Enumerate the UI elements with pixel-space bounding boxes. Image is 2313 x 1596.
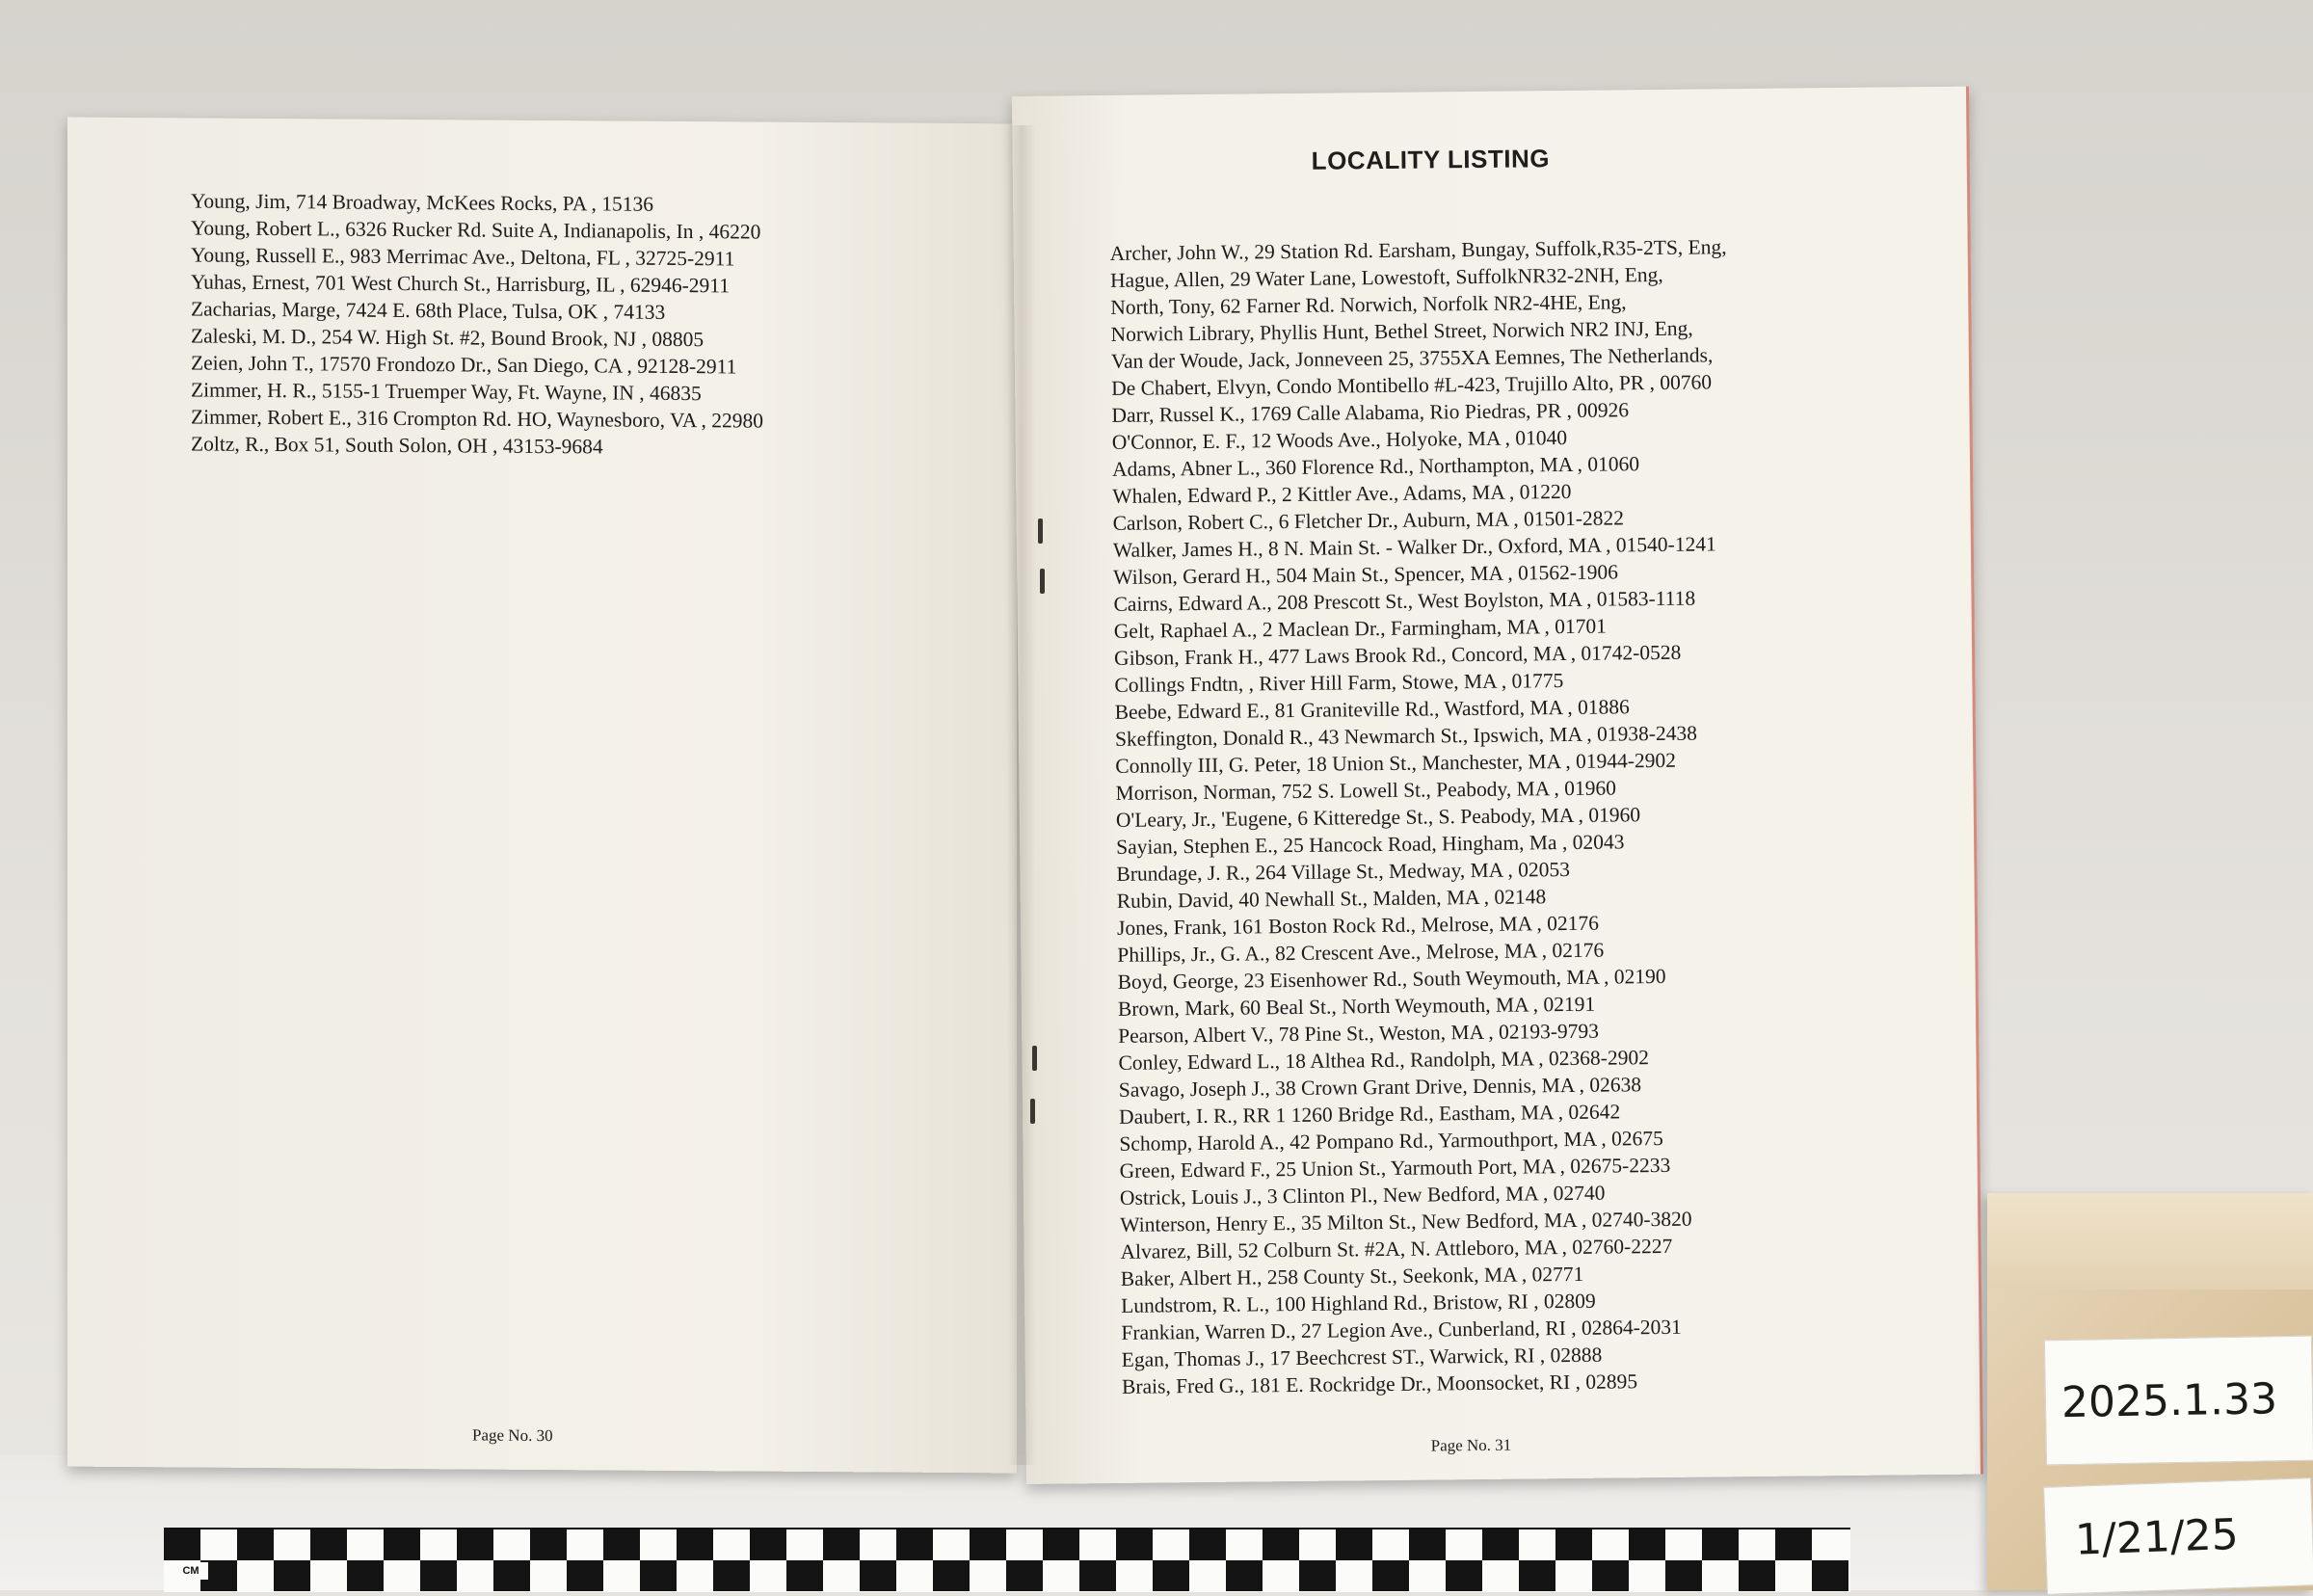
left-entry: Zacharias, Marge, 7424 E. 68th Place, Tulsa, OK , 74133 xyxy=(191,297,666,324)
scale-bar-square xyxy=(1739,1560,1775,1591)
scale-bar-square xyxy=(1409,1530,1446,1560)
right-entry: Pearson, Albert V., 78 Pine St., Weston, MA , 02193-9793 xyxy=(1118,1019,1600,1048)
right-entry: Daubert, I. R., RR 1 1260 Bridge Rd., Eastham, MA , 02642 xyxy=(1118,1100,1621,1129)
right-page-listing xyxy=(1110,233,1739,1400)
right-entry: Baker, Albert H., 258 County St., Seekonk, MA , 02771 xyxy=(1120,1262,1584,1290)
right-entry: Hague, Allen, 29 Water Lane, Lowestoft, SuffolkNR32-2NH, Eng, xyxy=(1109,262,1663,292)
right-entry: Collings Fndtn, , River Hill Farm, Stowe, MA , 01775 xyxy=(1114,669,1564,697)
scale-bar-square xyxy=(603,1560,640,1591)
scale-bar-square xyxy=(970,1560,1006,1591)
right-entry: Cairns, Edward A., 208 Prescott St., West Boylston, MA , 01583-1118 xyxy=(1113,586,1696,616)
right-entry: Skeffington, Donald R., 43 Newmarch St., Ipswich, MA , 01938-2438 xyxy=(1114,721,1698,751)
right-page xyxy=(1012,87,1983,1484)
scale-bar-square xyxy=(1079,1530,1116,1560)
scale-bar-square xyxy=(347,1530,384,1560)
scale-bar-square xyxy=(310,1560,347,1591)
staple-bottom-1 xyxy=(1032,1046,1037,1071)
date-label: 1/21/25 xyxy=(2043,1477,2313,1595)
right-entry: Conley, Edward L., 18 Althea Rd., Randolph, MA , 02368-2902 xyxy=(1118,1046,1650,1075)
scale-bar-square xyxy=(677,1560,713,1591)
left-entry: Zoltz, R., Box 51, South Solon, OH , 43153-9684 xyxy=(191,432,603,459)
right-entry: Frankian, Warren D., 27 Legion Ave., Cunberland, RI , 02864-2031 xyxy=(1121,1315,1682,1344)
scale-bar-square xyxy=(1446,1530,1482,1560)
right-entry: Egan, Thomas J., 17 Beechcrest ST., Warwick, RI , 02888 xyxy=(1121,1343,1603,1371)
scale-bar-square xyxy=(896,1560,933,1591)
scale-bar-square xyxy=(384,1530,420,1560)
scale-bar-square xyxy=(1592,1560,1629,1591)
staple-top-2 xyxy=(1040,569,1045,594)
scale-bar-square xyxy=(1153,1560,1189,1591)
scale-bar-row-top xyxy=(164,1530,1848,1560)
scale-bar-square xyxy=(1555,1560,1592,1591)
scale-bar-square xyxy=(1702,1560,1739,1591)
left-entry: Zimmer, Robert E., 316 Crompton Rd. HO, Waynesboro, VA , 22980 xyxy=(191,405,764,433)
scale-bar-square xyxy=(1665,1560,1702,1591)
right-entry: De Chabert, Elvyn, Condo Montibello #L-423, Trujillo Alto, PR , 00760 xyxy=(1111,370,1713,400)
scale-bar-square xyxy=(1629,1560,1665,1591)
scale-bar-square xyxy=(1775,1560,1812,1591)
scale-bar-square xyxy=(1299,1560,1336,1591)
scale-bar-square xyxy=(1409,1560,1446,1591)
right-entry: Van der Woude, Jack, Jonneveen 25, 3755XA Eemnes, The Netherlands, xyxy=(1110,343,1714,373)
scale-bar-square xyxy=(237,1560,274,1591)
right-page-number: Page No. 31 xyxy=(1430,1435,1512,1455)
right-entry: Winterson, Henry E., 35 Milton St., New Bedford, MA , 02740-3820 xyxy=(1120,1207,1692,1237)
scale-bar-square xyxy=(1263,1560,1299,1591)
right-entry: Savago, Joseph J., 38 Crown Grant Drive, Dennis, MA , 02638 xyxy=(1118,1073,1642,1102)
binding-gutter xyxy=(1007,125,1036,1465)
scale-bar-square xyxy=(1043,1560,1079,1591)
scale-bar-square xyxy=(896,1530,933,1560)
scale-bar-square xyxy=(750,1560,786,1591)
scale-bar-square xyxy=(1116,1530,1153,1560)
scale-bar-square xyxy=(1263,1530,1299,1560)
scale-bar-square xyxy=(970,1530,1006,1560)
scale-bar-square xyxy=(1812,1530,1848,1560)
scale-bar-square xyxy=(567,1560,603,1591)
left-entry: Young, Robert L., 6326 Rucker Rd. Suite A, Indianapolis, In , 46220 xyxy=(191,216,761,244)
right-entry: Alvarez, Bill, 52 Colburn St. #2A, N. Attleboro, MA , 02760-2227 xyxy=(1120,1234,1673,1264)
right-entry: Beebe, Edward E., 81 Graniteville Rd., Wastford, MA , 01886 xyxy=(1114,695,1630,724)
scale-bar-square xyxy=(713,1530,750,1560)
left-entry: Young, Russell E., 983 Merrimac Ave., Deltona, FL , 32725-2911 xyxy=(191,243,735,271)
scale-bar-square xyxy=(1665,1530,1702,1560)
scale-bar-square xyxy=(1226,1560,1263,1591)
scale-bar-square xyxy=(640,1530,677,1560)
page-heading: LOCALITY LISTING xyxy=(1311,144,1551,175)
right-entry: Gibson, Frank H., 477 Laws Brook Rd., Concord, MA , 01742-0528 xyxy=(1113,640,1682,670)
right-entry: North, Tony, 62 Farner Rd. Norwich, Norfolk NR2-4HE, Eng, xyxy=(1110,290,1627,319)
open-booklet xyxy=(58,87,1966,1494)
scale-bar-square xyxy=(860,1560,896,1591)
scale-bar-square xyxy=(1299,1530,1336,1560)
scale-bar-square xyxy=(457,1530,493,1560)
scale-bar-square xyxy=(677,1530,713,1560)
scale-bar-square xyxy=(420,1530,457,1560)
scale-bar-square xyxy=(1006,1530,1043,1560)
right-entry: Jones, Frank, 161 Boston Rock Rd., Melrose, MA , 02176 xyxy=(1116,911,1600,940)
scale-bar-row-bottom xyxy=(164,1560,1848,1591)
scale-bar-square xyxy=(274,1560,310,1591)
staple-top-1 xyxy=(1038,519,1043,544)
right-entry: O'Connor, E. F., 12 Woods Ave., Holyoke, MA , 01040 xyxy=(1111,425,1568,454)
right-entry: Gelt, Raphael A., 2 Maclean Dr., Farmingham, MA , 01701 xyxy=(1113,614,1608,643)
scale-bar-square xyxy=(1775,1530,1812,1560)
scale-bar-square xyxy=(457,1560,493,1591)
scale-bar-square xyxy=(750,1530,786,1560)
right-entry: Carlson, Robert C., 6 Fletcher Dr., Auburn, MA , 01501-2822 xyxy=(1112,506,1625,535)
scale-bar-square xyxy=(1116,1560,1153,1591)
right-entry: Schomp, Harold A., 42 Pompano Rd., Yarmouthport, MA , 02675 xyxy=(1119,1126,1663,1156)
scale-bar-square xyxy=(786,1560,823,1591)
scale-bar xyxy=(164,1528,1850,1592)
left-entry: Yuhas, Ernest, 701 West Church St., Harrisburg, IL , 62946-2911 xyxy=(191,270,730,298)
right-entry: Brundage, J. R., 264 Village St., Medway, MA , 02053 xyxy=(1116,857,1571,886)
scale-bar-square xyxy=(1153,1530,1189,1560)
right-entry: Wilson, Gerard H., 504 Main St., Spencer, MA , 01562-1906 xyxy=(1113,560,1619,589)
left-entry: Zeien, John T., 17570 Frondozo Dr., San Diego, CA , 92128-2911 xyxy=(191,351,737,379)
right-entry: Morrison, Norman, 752 S. Lowell St., Peabody, MA , 01960 xyxy=(1115,776,1617,805)
scale-bar-square xyxy=(200,1530,237,1560)
scale-bar-square xyxy=(1812,1560,1848,1591)
scale-bar-square xyxy=(493,1560,530,1591)
right-entry: Rubin, David, 40 Newhall St., Malden, MA , 02148 xyxy=(1116,885,1547,913)
scale-bar-square xyxy=(786,1530,823,1560)
scale-bar-square xyxy=(1372,1560,1409,1591)
right-entry: Sayian, Stephen E., 25 Hancock Road, Hingham, Ma , 02043 xyxy=(1116,830,1625,859)
right-entry: Ostrick, Louis J., 3 Clinton Pl., New Bedford, MA , 02740 xyxy=(1119,1181,1606,1210)
scale-bar-square xyxy=(860,1530,896,1560)
scale-bar-square xyxy=(1189,1560,1226,1591)
right-entry: O'Leary, Jr., 'Eugene, 6 Kitteredge St., S. Peabody, MA , 01960 xyxy=(1115,803,1641,832)
scale-bar-square xyxy=(1336,1560,1372,1591)
scale-bar-square xyxy=(1372,1530,1409,1560)
accession-number-label: 2025.1.33 xyxy=(2044,1336,2313,1466)
scale-bar-square xyxy=(933,1560,970,1591)
right-entry: Boyd, George, 23 Eisenhower Rd., South Weymouth, MA , 02190 xyxy=(1117,964,1666,994)
right-entry: Adams, Abner L., 360 Florence Rd., Northampton, MA , 01060 xyxy=(1111,452,1640,481)
scale-bar-square xyxy=(823,1530,860,1560)
scale-bar-square xyxy=(164,1530,200,1560)
right-entry: Brais, Fred G., 181 E. Rockridge Dr., Moonsocket, RI , 02895 xyxy=(1121,1370,1638,1398)
scale-bar-square xyxy=(1519,1530,1555,1560)
scale-bar-square xyxy=(1079,1560,1116,1591)
scale-bar-square xyxy=(1043,1530,1079,1560)
scale-bar-square xyxy=(933,1530,970,1560)
scale-bar-square xyxy=(823,1560,860,1591)
wooden-block-top xyxy=(1987,1193,2313,1290)
scale-bar-square xyxy=(1482,1560,1519,1591)
left-page-number: Page No. 30 xyxy=(472,1425,553,1446)
wooden-block xyxy=(1987,1193,2313,1590)
scale-bar-square xyxy=(237,1530,274,1560)
scale-bar-square xyxy=(310,1530,347,1560)
scale-bar-square xyxy=(347,1560,384,1591)
scale-bar-square xyxy=(420,1560,457,1591)
left-page xyxy=(67,118,1017,1474)
scale-bar-square xyxy=(274,1530,310,1560)
left-entry: Zimmer, H. R., 5155-1 Truemper Way, Ft. Wayne, IN , 46835 xyxy=(191,378,702,406)
right-entry: Norwich Library, Phyllis Hunt, Bethel Street, Norwich NR2 INJ, Eng, xyxy=(1110,316,1693,346)
scale-bar-square xyxy=(603,1530,640,1560)
scale-bar-square xyxy=(1189,1530,1226,1560)
left-entry: Young, Jim, 714 Broadway, McKees Rocks, PA , 15136 xyxy=(191,189,653,216)
scale-bar-square xyxy=(1006,1560,1043,1591)
scale-bar-square xyxy=(1629,1530,1665,1560)
scale-bar-square xyxy=(713,1560,750,1591)
right-entry: Lundstrom, R. L., 100 Highland Rd., Bristow, RI , 02809 xyxy=(1121,1289,1596,1317)
right-entry: Darr, Russel K., 1769 Calle Alabama, Rio Piedras, PR , 00926 xyxy=(1111,398,1630,427)
scale-bar-square xyxy=(530,1530,567,1560)
scale-bar-square xyxy=(1336,1530,1372,1560)
scale-bar-square xyxy=(1555,1530,1592,1560)
right-entry: Whalen, Edward P., 2 Kittler Ave., Adams, MA , 01220 xyxy=(1112,479,1572,508)
scale-bar-square xyxy=(1702,1530,1739,1560)
scale-bar-square xyxy=(1482,1530,1519,1560)
scale-bar-square xyxy=(530,1560,567,1591)
right-entry: Archer, John W., 29 Station Rd. Earsham, Bungay, Suffolk,R35-2TS, Eng, xyxy=(1109,235,1727,265)
scale-bar-square xyxy=(1446,1560,1482,1591)
right-entry: Brown, Mark, 60 Beal St., North Weymouth, MA , 02191 xyxy=(1117,992,1596,1021)
right-entry: Connolly III, G. Peter, 18 Union St., Manchester, MA , 01944-2902 xyxy=(1115,748,1677,778)
scale-unit-label: CM xyxy=(173,1562,208,1580)
scale-bar-square xyxy=(640,1560,677,1591)
scale-bar-square xyxy=(1739,1530,1775,1560)
scale-bar-square xyxy=(493,1530,530,1560)
scale-bar-square xyxy=(1226,1530,1263,1560)
scale-bar-square xyxy=(1519,1560,1555,1591)
staple-bottom-2 xyxy=(1030,1099,1035,1124)
left-page-listing xyxy=(191,187,763,461)
right-entry: Walker, James H., 8 N. Main St. - Walker Dr., Oxford, MA , 01540-1241 xyxy=(1112,532,1716,562)
left-entry: Zaleski, M. D., 254 W. High St. #2, Bound Brook, NJ , 08805 xyxy=(191,324,705,352)
scale-bar-square xyxy=(1592,1530,1629,1560)
scale-bar-square xyxy=(384,1560,420,1591)
right-entry: Green, Edward F., 25 Union St., Yarmouth Port, MA , 02675-2233 xyxy=(1119,1153,1671,1183)
scale-bar-square xyxy=(567,1530,603,1560)
right-entry: Phillips, Jr., G. A., 82 Crescent Ave., Melrose, MA , 02176 xyxy=(1117,938,1605,967)
